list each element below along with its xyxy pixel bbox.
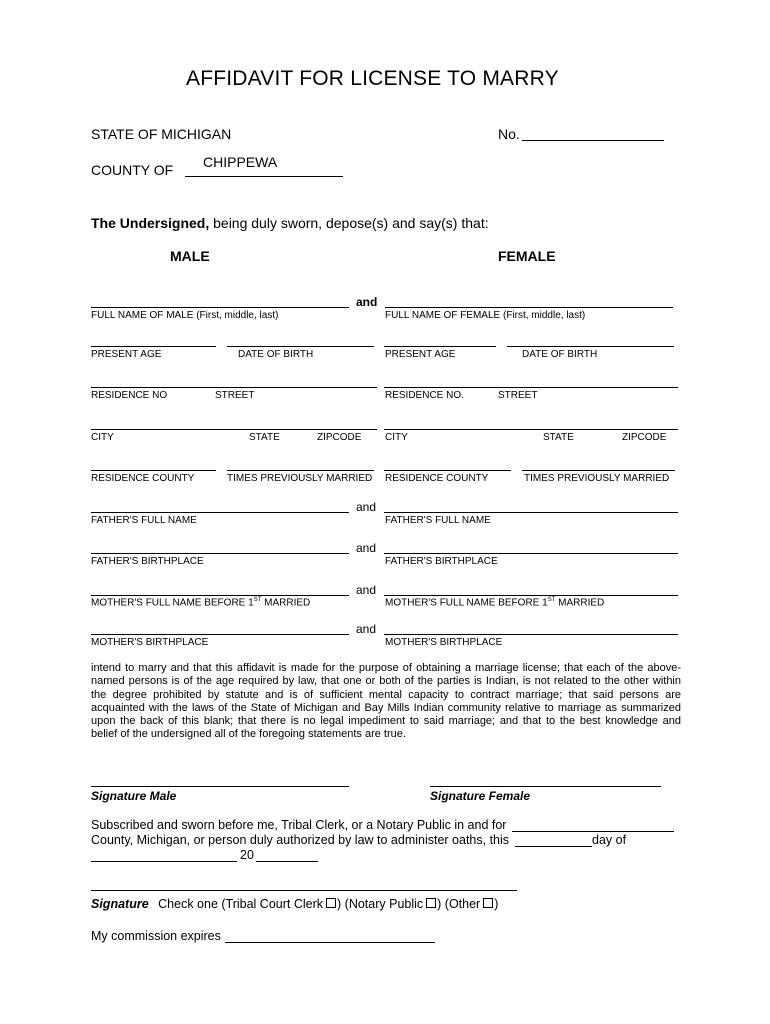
- male-heading: MALE: [170, 248, 210, 264]
- female-father-birthplace-label: FATHER'S BIRTHPLACE: [385, 556, 498, 567]
- and-word: and: [356, 622, 377, 636]
- female-mother-name-sup: ST: [547, 597, 556, 603]
- male-full-name-label: FULL NAME OF MALE (First, middle, last): [91, 310, 279, 321]
- female-full-name-line[interactable]: [385, 307, 673, 308]
- female-state-label: STATE: [543, 432, 574, 443]
- female-mother-birthplace-line[interactable]: [384, 634, 678, 635]
- subscribed-line-2: County, Michigan, or person duly authorized by law to administer oaths, this: [91, 833, 510, 847]
- paragraph-line: belief of the undersigned all of the foregoing statements are true.: [91, 728, 406, 741]
- male-mother-name-b: MARRIED: [261, 597, 311, 609]
- female-zip-label: ZIPCODE: [622, 432, 667, 443]
- and-word: and: [356, 541, 377, 555]
- male-res-county-label: RESIDENCE COUNTY: [91, 473, 195, 484]
- female-mother-name-label: [385, 597, 604, 608]
- sworn-statement: [91, 215, 489, 231]
- day-of-label: day of: [592, 833, 627, 847]
- male-mother-birthplace-line[interactable]: [91, 634, 349, 635]
- county-value: CHIPPEWA: [203, 154, 278, 170]
- other-text: ) (Other: [437, 897, 481, 911]
- female-mother-name-line[interactable]: [384, 595, 678, 596]
- paragraph-line: the degree prohibited by statute and is of sufficient mental capacity to contract marriage; that said persons are: [91, 688, 681, 701]
- notary-signature-line[interactable]: [91, 890, 517, 891]
- page-title: AFFIDAVIT FOR LICENSE TO MARRY: [186, 67, 559, 90]
- female-full-name-label: FULL NAME OF FEMALE (First, middle, last): [385, 310, 586, 321]
- male-mother-birthplace-label: MOTHER'S BIRTHPLACE: [91, 637, 209, 648]
- undersigned-bold: The Undersigned,: [91, 215, 210, 231]
- male-mother-name-label: [91, 597, 310, 608]
- state-label: STATE OF MICHIGAN: [91, 126, 232, 142]
- female-father-name-label: FATHER'S FULL NAME: [385, 515, 491, 526]
- close-paren: ): [494, 897, 499, 911]
- male-residence-no-label: RESIDENCE NO: [91, 390, 168, 401]
- paragraph-line: upon the back of this blank; that there is no legal impediment to said marriage; and that to the best knowledge and: [91, 715, 681, 728]
- male-full-name-line[interactable]: [91, 307, 349, 308]
- female-street-label: STREET: [498, 390, 538, 401]
- notary-signature-label: Signature: [91, 897, 149, 911]
- signature-female-label: Signature Female: [430, 789, 531, 803]
- check-one-text: Check one (Tribal Court Clerk: [158, 897, 324, 911]
- sworn-rest: being duly sworn, depose(s) and say(s) that:: [209, 215, 489, 231]
- paragraph-line: intend to marry and that this affidavit is made for the purpose of obtaining a marriage license; that each of the above-: [91, 662, 681, 674]
- male-street-label: STREET: [215, 390, 255, 401]
- commission-line[interactable]: [225, 942, 435, 943]
- male-county-line[interactable]: [91, 470, 216, 471]
- female-times-line[interactable]: [522, 470, 675, 471]
- commission-label: My commission expires: [91, 929, 221, 943]
- signature-male-line[interactable]: [91, 786, 349, 787]
- male-dob-line[interactable]: [227, 346, 374, 347]
- affidavit-paragraph: [91, 662, 681, 742]
- male-dob-label: DATE OF BIRTH: [238, 349, 314, 360]
- paragraph-line: acquainted with the laws of the State of Michigan and Bay Mills Indian community relative to marriage as summarized: [91, 701, 681, 714]
- female-father-name-line[interactable]: [384, 512, 678, 513]
- subscribed-line-1: Subscribed and sworn before me, Tribal Clerk, or a Notary Public in and for: [91, 818, 507, 832]
- female-times-married-label: TIMES PREVIOUSLY MARRIED: [524, 473, 670, 484]
- female-dob-line[interactable]: [507, 346, 674, 347]
- male-father-name-line[interactable]: [91, 512, 349, 513]
- tribal-clerk-checkbox[interactable]: [326, 898, 336, 908]
- and-word: and: [356, 500, 377, 514]
- notary-text: ) (Notary Public: [337, 897, 424, 911]
- notary-county-line[interactable]: [512, 831, 674, 832]
- other-checkbox[interactable]: [483, 898, 493, 908]
- county-line[interactable]: [185, 176, 343, 177]
- male-times-married-label: TIMES PREVIOUSLY MARRIED: [227, 473, 373, 484]
- female-mother-name-a: MOTHER'S FULL NAME BEFORE 1: [385, 597, 548, 609]
- male-father-birthplace-label: FATHER'S BIRTHPLACE: [91, 556, 204, 567]
- paragraph-line: named persons is of the age required by law, that one or both of the parties is Indian, is not related to the other within: [91, 675, 681, 688]
- signature-female-line[interactable]: [430, 786, 661, 787]
- license-number-label: No.: [498, 126, 520, 142]
- and-word: and: [356, 583, 377, 597]
- female-dob-label: DATE OF BIRTH: [522, 349, 598, 360]
- and-word: and: [356, 295, 378, 309]
- female-age-label: PRESENT AGE: [385, 349, 456, 360]
- female-county-line[interactable]: [384, 470, 511, 471]
- male-mother-name-a: MOTHER'S FULL NAME BEFORE 1: [91, 597, 254, 609]
- female-mother-birthplace-label: MOTHER'S BIRTHPLACE: [385, 637, 503, 648]
- month-line[interactable]: [91, 861, 237, 862]
- male-city-label: CITY: [91, 432, 114, 443]
- female-mother-name-b: MARRIED: [555, 597, 605, 609]
- female-residence-no-label: RESIDENCE NO.: [385, 390, 464, 401]
- year-prefix: 20: [240, 848, 254, 862]
- female-father-birthplace-line[interactable]: [384, 553, 678, 554]
- female-age-line[interactable]: [384, 346, 496, 347]
- signature-male-label: Signature Male: [91, 789, 177, 803]
- county-label: COUNTY OF: [91, 162, 174, 178]
- year-line[interactable]: [256, 861, 318, 862]
- male-age-label: PRESENT AGE: [91, 349, 162, 360]
- female-city-label: CITY: [385, 432, 408, 443]
- day-line[interactable]: [515, 846, 592, 847]
- male-zip-label: ZIPCODE: [317, 432, 362, 443]
- male-father-name-label: FATHER'S FULL NAME: [91, 515, 197, 526]
- male-state-label: STATE: [249, 432, 280, 443]
- license-number-line[interactable]: [522, 140, 664, 141]
- male-mother-name-sup: ST: [253, 597, 262, 603]
- male-age-line[interactable]: [91, 346, 216, 347]
- male-times-line[interactable]: [227, 470, 374, 471]
- male-city-line[interactable]: [91, 429, 377, 430]
- male-mother-name-line[interactable]: [91, 595, 349, 596]
- male-residence-line[interactable]: [91, 387, 377, 388]
- notary-public-checkbox[interactable]: [426, 898, 436, 908]
- male-father-birthplace-line[interactable]: [91, 553, 349, 554]
- female-heading: FEMALE: [498, 248, 556, 264]
- female-residence-line[interactable]: [384, 387, 678, 388]
- notary-signature-row: [91, 897, 498, 911]
- female-res-county-label: RESIDENCE COUNTY: [385, 473, 489, 484]
- female-city-line[interactable]: [384, 429, 678, 430]
